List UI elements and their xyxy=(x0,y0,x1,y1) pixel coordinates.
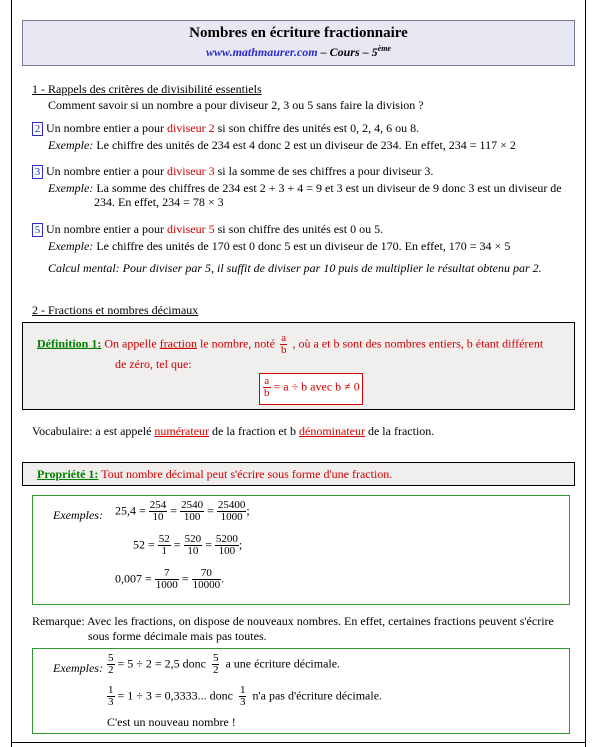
example-5: Exemple: Le chiffre des unités de 170 est 0 donc 5 est un diviseur de 170. En effet, 170 = 34 × 5 xyxy=(48,239,511,253)
page-subtitle xyxy=(23,44,574,60)
example-row-1: 25,4 = $\frac{254}{10}$ = $\frac{2540}{100}$ = $\frac{25400}{1000}$ ; xyxy=(115,499,250,523)
page-title: Nombres en écriture fractionnaire xyxy=(189,25,408,41)
section1-heading: 1 - Rappels des critères de divisibilité essentiels xyxy=(32,82,262,96)
numerator-term: numérateur xyxy=(154,424,210,438)
example-row-2: 52 = $\frac{52}{1}$ = $\frac{520}{10}$ = $\frac{5200}{100}$ ; xyxy=(133,533,243,557)
example-2: Exemple: Le chiffre des unités de 234 est 4 donc 2 est un diviseur de 234. En effet, 234 = 117 × 2 xyxy=(48,138,516,152)
criterion-number: 5 xyxy=(32,223,43,237)
page-bottom-border xyxy=(12,742,585,743)
definition-word: fraction xyxy=(159,336,197,351)
definition-box xyxy=(22,322,575,410)
criterion-2: 2 Un nombre entier a pour diviseur 2 si son chiffre des unités est 0, 2, 4, 6 ou 8. xyxy=(32,121,419,136)
denominator-term: dénominateur xyxy=(299,424,365,438)
example-3: Exemple: La somme des chiffres de 234 est 2 + 3 + 4 = 9 et 3 est un diviseur de 9 donc 3 est un diviseur de xyxy=(48,181,562,195)
remark-line2: sous forme décimale mais pas toutes. xyxy=(88,629,267,643)
definition-line2: de zéro, tel que: xyxy=(115,357,192,371)
property-box xyxy=(22,462,575,486)
criterion-number: 2 xyxy=(32,122,43,136)
header-box xyxy=(22,20,575,66)
examples2-box xyxy=(32,648,570,734)
definition-formula: $\frac{a}{b}$ = a ÷ b avec b ≠ 0 xyxy=(264,375,360,399)
fraction-a-b: $\frac{a}{b}$ xyxy=(280,332,287,356)
example2-row-3: C'est un nouveau nombre ! xyxy=(107,715,236,729)
example-3-cont: 234. En effet, 234 = 78 × 3 xyxy=(94,195,224,209)
examples-label: Exemples: xyxy=(53,508,103,522)
mental-calculation: Calcul mental: Pour diviser par 5, il suffit de diviser par 10 puis de multiplier le résultat obtenu par 2. xyxy=(48,261,542,275)
example2-row-1: $\frac{5}{2}$ = 5 ÷ 2 = 2,5 donc $\frac{5}{2}$ a une écriture décimale. xyxy=(108,652,341,676)
criterion-number: 3 xyxy=(32,165,43,179)
remark-line1: Remarque: Avec les fractions, on dispose de nouveaux nombres. En effet, certaines fractions peuvent s'écrire xyxy=(32,614,554,628)
example-row-3: 0,007 = $\frac{7}{1000}$ = $\frac{70}{10000}$ . xyxy=(115,567,225,591)
definition-formula-box xyxy=(259,373,363,405)
examples2-label: Exemples: xyxy=(53,661,103,675)
definition-label: Définition 1: xyxy=(37,336,102,351)
criterion-5: 5 Un nombre entier a pour diviseur 5 si son chiffre des unités est 0 ou 5. xyxy=(32,222,383,237)
definition-line1: Définition 1: On appelle fraction le nombre, noté $\frac{a}{b}$ , où a et b sont des nombres entiers, b étant différent xyxy=(37,332,544,356)
section2-heading: 2 - Fractions et nombres décimaux xyxy=(32,303,199,317)
example2-row-2: $\frac{1}{3}$ = 1 ÷ 3 = 0,3333... donc $\frac{1}{3}$ n'a pas d'écriture décimale. xyxy=(108,684,383,708)
course-label: – Cours – 5ème xyxy=(320,44,391,59)
page xyxy=(11,0,586,747)
examples-box xyxy=(32,495,570,605)
site-link[interactable]: www.mathmaurer.com xyxy=(206,45,318,59)
criterion-3: 3 Un nombre entier a pour diviseur 3 si la somme de ses chiffres a pour diviseur 3. xyxy=(32,164,433,179)
section1-question: Comment savoir si un nombre a pour diviseur 2, 3 ou 5 sans faire la division ? xyxy=(48,98,424,112)
property-line: Propriété 1: Tout nombre décimal peut s'écrire sous forme d'une fraction. xyxy=(37,467,393,481)
vocabulary: Vocabulaire: a est appelé numérateur de la fraction et b dénominateur de la fraction. xyxy=(32,424,435,438)
property-label: Propriété 1: xyxy=(37,467,99,481)
